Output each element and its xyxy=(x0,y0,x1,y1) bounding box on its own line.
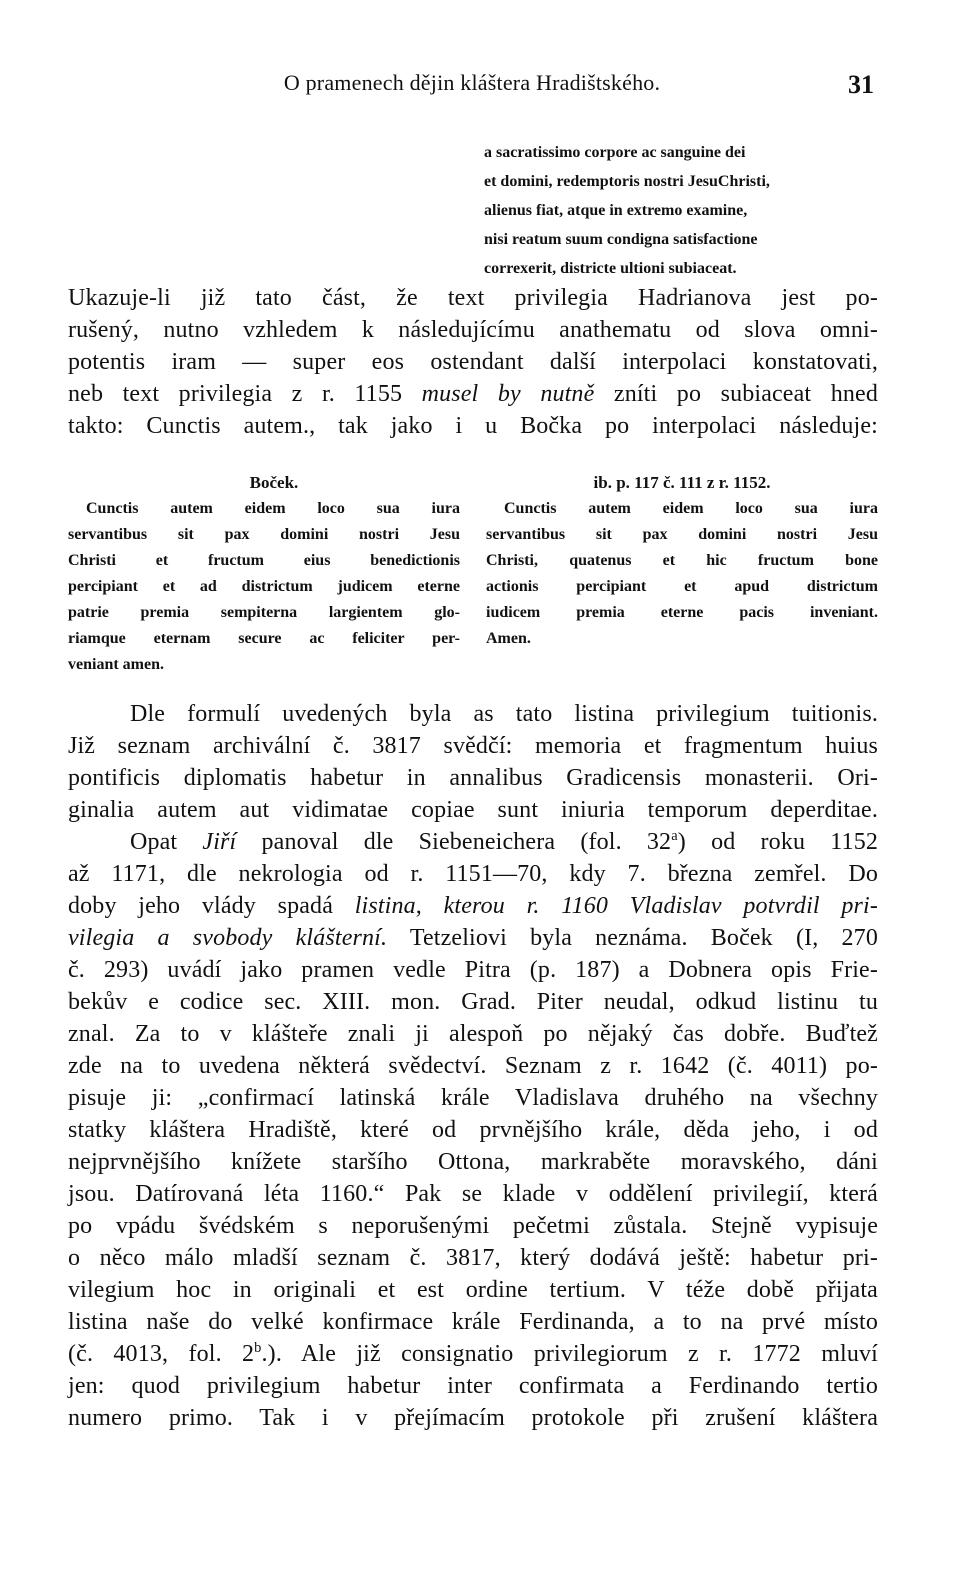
text-line: č. 293) uvádí jako pramen vedle Pitra (p. 187) a Dobnera opis Frie- xyxy=(68,957,878,983)
superscript: a xyxy=(671,828,678,844)
text-line: pisuje ji: „confirmací latinská krále Vladislava druhého na všechny xyxy=(68,1085,878,1111)
text-segment: Tetzeliovi byla neznáma. Boček (I, 270 xyxy=(387,925,878,951)
text-line xyxy=(68,378,878,410)
text-line: Dle formulí uvedených byla as tato listina privilegium tuitionis. xyxy=(130,701,878,727)
column-line: riamque eternam secure ac feliciter per- xyxy=(68,630,460,647)
text-line: listina naše do velké konfirmace krále Ferdinanda, a to na prvé místo xyxy=(68,1309,878,1335)
text-segment: ) od roku 1152 xyxy=(677,829,878,855)
text-line xyxy=(68,1338,878,1370)
column-line: servantibus sit pax domini nostri Jesu xyxy=(68,526,460,543)
column-line: percipiant et ad districtum judicem eterne xyxy=(68,578,460,595)
text-segment: panoval dle Siebeneichera (fol. 32 xyxy=(236,829,672,855)
text-line: znal. Za to v klášteře znali ji alespoň po nějaký čas dobře. Buďtež xyxy=(68,1021,878,1047)
column-line: Christi et fructum eius benedictionis xyxy=(68,552,460,569)
column-line: Cunctis autem eidem loco sua iura xyxy=(504,500,878,517)
column-line: actionis percipiant et apud districtum xyxy=(486,578,878,595)
text-segment: (č. 4013, fol. 2 xyxy=(68,1341,255,1367)
text-segment: doby jeho vlády spadá xyxy=(68,893,355,919)
running-title: O pramenech dějin kláštera Hradištského. xyxy=(283,70,661,95)
column-line: Amen. xyxy=(486,630,531,647)
quote-line: alienus fiat, atque in extremo examine, xyxy=(484,202,748,219)
column-line: iudicem premia eterne pacis inveniant. xyxy=(486,604,878,621)
text-segment: Opat xyxy=(130,829,203,855)
column-line: veniant amen. xyxy=(68,656,164,673)
column-title: ib. p. 117 č. 111 z r. 1152. xyxy=(593,473,771,492)
column-line: Christi, quatenus et hic fructum bone xyxy=(486,552,878,569)
page-number: 31 xyxy=(848,70,874,99)
text-line xyxy=(68,922,878,954)
text-line: zde na to uvedena některá svědectví. Seznam z r. 1642 (č. 4011) po- xyxy=(68,1053,878,1079)
text-line: ginalia autem aut vidimatae copiae sunt iniuria temporum deperditae. xyxy=(68,797,878,823)
text-segment: .). Ale již consignatio privilegiorum z r. 1772 mluví xyxy=(261,1341,878,1367)
quote-line: nisi reatum suum condigna satisfactione xyxy=(484,231,758,248)
right-column-reference xyxy=(486,470,878,652)
italic-segment: listina, kterou r. 1160 Vladislav potvrdil pri- xyxy=(354,893,878,919)
text-line: pontificis diplomatis habetur in annalibus Gradicensis monasterii. Ori- xyxy=(68,765,878,791)
comparison-columns xyxy=(68,470,878,696)
text-line: jsou. Datírovaná léta 1160.“ Pak se klade v oddělení privilegií, která xyxy=(68,1181,878,1207)
text-segment: neb text privilegia z r. 1155 xyxy=(68,381,422,407)
latin-quote-block xyxy=(484,138,876,283)
text-line: rušený, nutno vzhledem k následujícímu anathematu od slova omni- xyxy=(68,317,878,343)
text-segment: zníti po subiaceat hned xyxy=(594,381,878,407)
italic-segment: vilegia a svobody klášterní. xyxy=(68,925,388,951)
column-line: patrie premia sempiterna largientem glo- xyxy=(68,604,460,621)
text-line: jen: quod privilegium habetur inter confirmata a Ferdinando tertio xyxy=(68,1373,878,1399)
superscript: b xyxy=(254,1340,262,1356)
text-line xyxy=(68,826,878,858)
italic-segment: musel by nutně xyxy=(421,381,595,407)
column-title: Boček. xyxy=(249,473,299,492)
paragraph-2 xyxy=(68,698,878,826)
italic-segment: Jiří xyxy=(202,829,237,855)
text-line: o něco málo mladší seznam č. 3817, který dodává ještě: habetur pri- xyxy=(68,1245,878,1271)
paragraph-1 xyxy=(68,282,878,442)
text-line: numero primo. Tak i v přejímacím protokole při zrušení kláštera xyxy=(68,1405,878,1431)
text-line: Ukazuje-li již tato část, že text privilegia Hadrianova jest po- xyxy=(68,285,878,311)
column-line: Cunctis autem eidem loco sua iura xyxy=(86,500,460,517)
text-line: vilegium hoc in originali et est ordine tertium. V téže době přijata xyxy=(68,1277,878,1303)
text-line: potentis iram — super eos ostendant další interpolaci konstatovati, xyxy=(68,349,878,375)
left-column-bocek xyxy=(68,470,460,678)
quote-line: et domini, redemptoris nostri JesuChristi, xyxy=(484,173,770,190)
text-line: bekův e codice sec. XIII. mon. Grad. Piter neudal, odkud listinu tu xyxy=(68,989,878,1015)
text-line: statky kláštera Hradiště, které od prvnějšího krále, děda jeho, i od xyxy=(68,1117,878,1143)
text-line: Již seznam archivální č. 3817 svědčí: memoria et fragmentum huius xyxy=(68,733,878,759)
text-line xyxy=(68,890,878,922)
paragraph-3 xyxy=(68,826,878,1434)
quote-line: correxerit, districte ultioni subiaceat. xyxy=(484,260,737,277)
text-line: po vpádu švédském s neporušenými pečetmi zůstala. Stejně vypisuje xyxy=(68,1213,878,1239)
text-line: až 1171, dle nekrologia od r. 1151—70, kdy 7. března zemřel. Do xyxy=(68,861,878,887)
text-line: takto: Cunctis autem., tak jako i u Bočka po interpolaci následuje: xyxy=(68,413,878,439)
quote-line: a sacratissimo corpore ac sanguine dei xyxy=(484,144,746,161)
text-line: nejprvnějšího knížete staršího Ottona, markraběte moravského, dáni xyxy=(68,1149,878,1175)
column-line: servantibus sit pax domini nostri Jesu xyxy=(486,526,878,543)
page-header xyxy=(68,70,876,106)
